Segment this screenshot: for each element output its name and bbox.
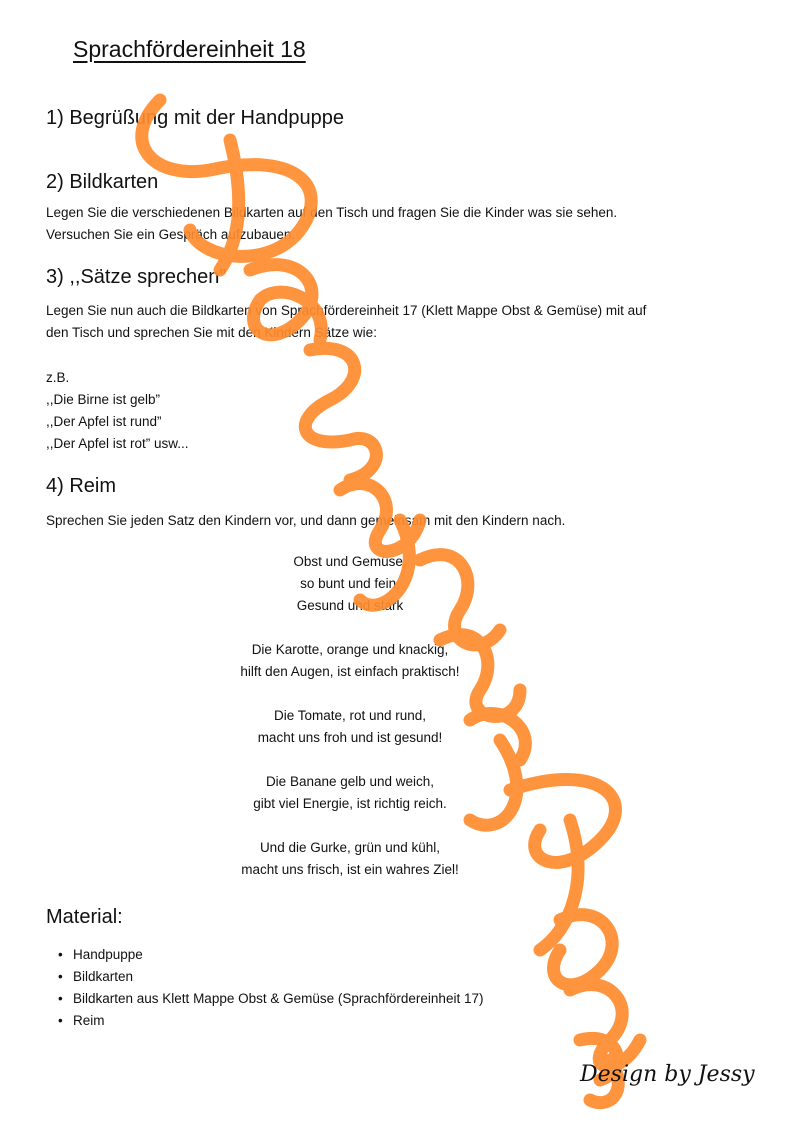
bullet: •	[58, 969, 63, 984]
material-heading: Material:	[46, 906, 123, 928]
section-4-heading: 4) Reim	[46, 475, 117, 497]
section-2-text	[46, 202, 746, 246]
list-item	[46, 1010, 483, 1032]
rhyme-line: Die Karotte, orange und knackig,	[251, 642, 449, 657]
list-item-label: Bildkarten aus Klett Mappe Obst & Gemüse (Sprachfördereinheit 17)	[73, 991, 484, 1006]
rhyme-line: Gesund und stark	[296, 598, 404, 613]
list-item-label: Handpuppe	[73, 947, 143, 962]
section-2-line: Versuchen Sie ein Gespräch aufzubauen.	[46, 227, 296, 242]
section-1-heading: 1) Begrüßung mit der Handpuppe	[46, 107, 344, 129]
signature-logo	[580, 1062, 755, 1087]
section-3-line: den Tisch und sprechen Sie mit den Kindern Sätze wie:	[46, 325, 377, 340]
rhyme-line: so bunt und fein,	[300, 576, 400, 591]
rhyme-line: macht uns frisch, ist ein wahres Ziel!	[241, 862, 459, 877]
section-2-heading: 2) Bildkarten	[46, 171, 159, 193]
page-title: Sprachfördereinheit 18	[73, 36, 306, 62]
list-item	[46, 988, 483, 1010]
signature-text: Design by Jessy	[580, 1062, 755, 1087]
bullet: •	[58, 991, 63, 1006]
rhyme-stanza	[150, 705, 550, 749]
section-3-examples	[46, 367, 746, 455]
material-list	[46, 944, 483, 1032]
section-3-line: Legen Sie nun auch die Bildkarten von Sprachfördereinheit 17 (Klett Mappe Obst & Gemüse) mit auf	[46, 303, 647, 318]
rhyme-stanza	[150, 639, 550, 683]
rhyme	[150, 551, 550, 903]
example-line: ,,Der Apfel ist rot” usw...	[46, 436, 189, 451]
rhyme-line: macht uns froh und ist gesund!	[257, 730, 443, 745]
rhyme-line: hilft den Augen, ist einfach praktisch!	[240, 664, 460, 679]
list-item-label: Reim	[73, 1013, 105, 1028]
section-4-intro: Sprechen Sie jeden Satz den Kindern vor, und dann gemeinsam mit den Kindern nach.	[46, 513, 566, 528]
rhyme-line: Und die Gurke, grün und kühl,	[259, 840, 441, 855]
rhyme-line: Die Tomate, rot und rund,	[273, 708, 427, 723]
bullet: •	[58, 1013, 63, 1028]
rhyme-stanza	[150, 551, 550, 617]
list-item	[46, 944, 483, 966]
rhyme-stanza	[150, 837, 550, 881]
section-3-text	[46, 300, 746, 344]
list-item-label: Bildkarten	[73, 969, 134, 984]
rhyme-line: gibt viel Energie, ist richtig reich.	[253, 796, 447, 811]
list-item	[46, 966, 483, 988]
bullet: •	[58, 947, 63, 962]
rhyme-line: Obst und Gemüse,	[293, 554, 407, 569]
section-2-line: Legen Sie die verschiedenen Bildkarten auf den Tisch und fragen Sie die Kinder was sie sehen.	[46, 205, 618, 220]
example-line: z.B.	[46, 370, 70, 385]
section-3-heading: 3) ,,Sätze sprechen”	[46, 266, 227, 288]
rhyme-line: Die Banane gelb und weich,	[265, 774, 435, 789]
example-line: ,,Der Apfel ist rund”	[46, 414, 162, 429]
rhyme-stanza	[150, 771, 550, 815]
example-line: ,,Die Birne ist gelb”	[46, 392, 161, 407]
